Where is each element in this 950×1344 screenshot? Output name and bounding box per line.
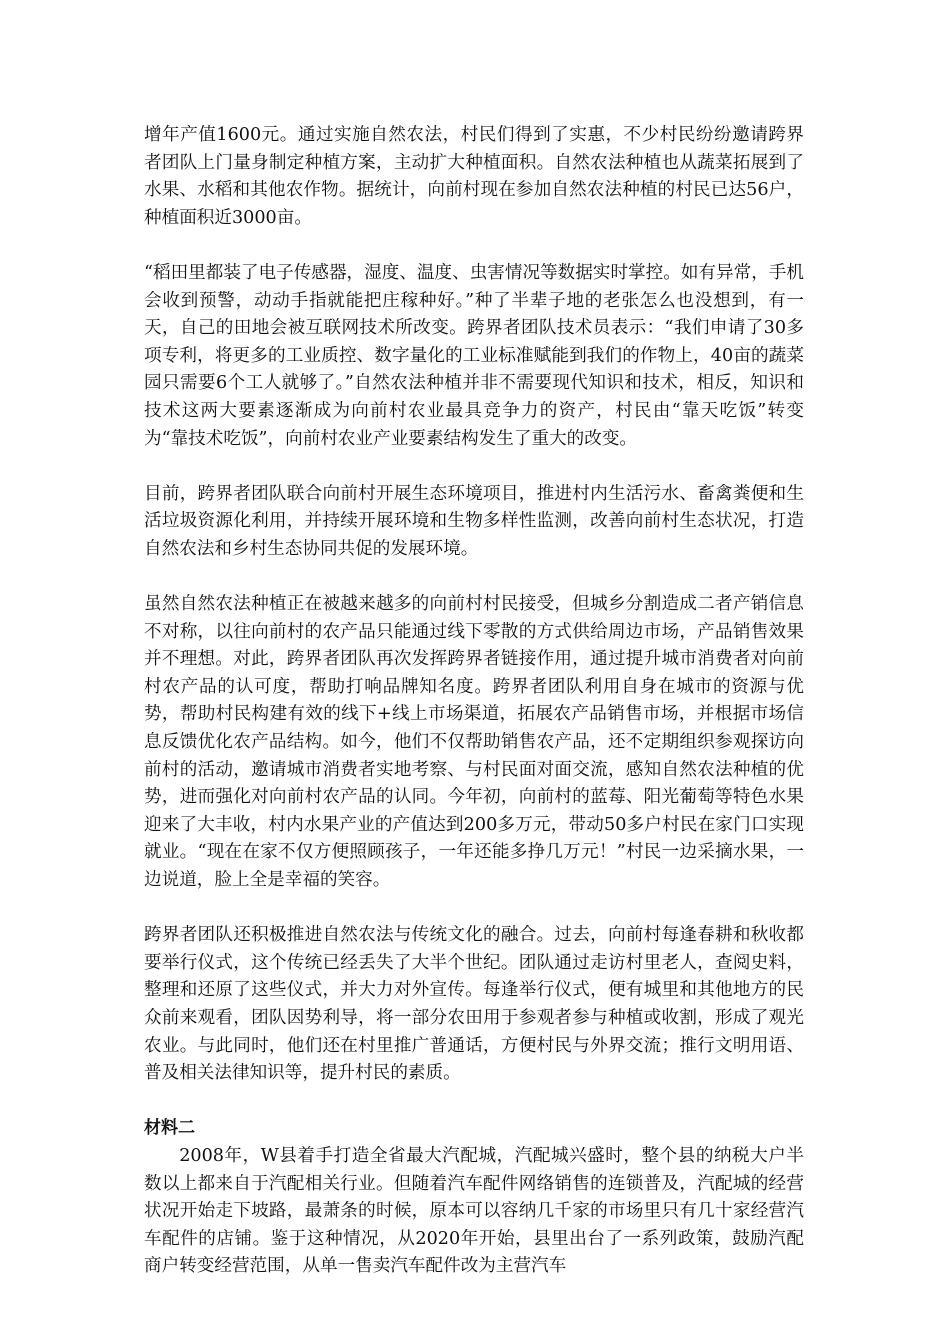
paragraph-traditional-culture: 跨界者团队还积极推进自然农法与传统文化的融合。过去，向前村每逢春耕和秋收都要举行仪式，这个传统已经丢失了大半个世纪。团队通过走访村里老人，查阅史料，整理和还原了这些仪式，并大力对外宣传。每逢举行仪式，便有城里和其他地方的民众前来观看，团队因势利导，将一部分农田用于参观者参与种植或收割，形成了观光农业。与此同时，他们还在村里推广普通话，方便村民与外界交流；推行文明用语、普及相关法律知识等，提升村民的素质。 (144, 925, 804, 1084)
paragraph-farming-income: 增年产值1600元。通过实施自然农法，村民们得到了实惠，不少村民纷纷邀请跨界者团队上门量身制定种植方案，主动扩大种植面积。自然农法种植也从蔬菜拓展到了水果、水稻和其他农作物。据统计，向前村现在参加自然农法种植的村民已达56户，种植面积近3000亩。 (144, 125, 804, 228)
paragraph-auto-parts-city: 2008年，W县着手打造全省最大汽配城，汽配城兴盛时，整个县的纳税大户半数以上都来自于汽配相关行业。但随着汽车配件网络销售的连锁普及，汽配城的经营状况开始走下坡路，最萧条的时候，原本可以容纳几千家的市场里只有几十家经营汽车配件的店铺。鉴于这种情况，从2020年开始，县里出台了一系列政策，鼓励汽配商户转变经营范围，从单一售卖汽车配件改为主营汽车 (144, 1145, 804, 1277)
paragraph-sensors-technology: “稻田里都装了电子传感器，湿度、温度、虫害情况等数据实时掌控。如有异常，手机会收到预警，动动手指就能把庄稼种好。”种了半辈子地的老张怎么也没想到，有一天，自己的田地会被互联网技术所改变。跨界者团队技术员表示：“我们申请了30多项专利，将更多的工业质控、数字量化的工业标准赋能到我们的作物上，40亩的蔬菜园只需要6个工人就够了。”自然农法种植并非不需要现代知识和技术，相反，知识和技术这两大要素逐渐成为向前村农业最具竞争力的资产，村民由“靠天吃饭”转变为“靠技术吃饭”，向前村农业产业要素结构发生了重大的改变。 (144, 262, 804, 449)
paragraph-market-channels: 虽然自然农法种植正在被越来越多的向前村村民接受，但城乡分割造成二者产销信息不对称，以往向前村的农产品只能通过线下零散的方式供给周边市场，产品销售效果并不理想。对此，跨界者团队再次发挥跨界者链接作用，通过提升城市消费者对向前村农产品的认可度，帮助打响品牌知名度。跨界者团队利用自身在城市的资源与优势，帮助村民构建有效的线下+线上市场渠道，拓展农产品销售市场，并根据市场信息反馈优化农产品结构。如今，他们不仅帮助销售农产品，还不定期组织参观探访向前村的活动，邀请城市消费者实地考察、与村民面对面交流，感知自然农法种植的优势，进而强化对向前村农产品的认同。今年初，向前村的蓝莓、阳光葡萄等特色水果迎来了大丰收，村内水果产业的产值达到200多万元，带动50多户村民在家门口实现就业。“现在在家不仅方便照顾孩子，一年还能多挣几万元！”村民一边采摘水果，一边说道，脸上全是幸福的笑容。 (144, 594, 804, 891)
paragraph-ecology-project: 目前，跨界者团队联合向前村开展生态环境项目，推进村内生活污水、畜禽粪便和生活垃圾资源化利用，并持续开展环境和生物多样性监测，改善向前村生态状况，打造自然农法和乡村生态协同共促的发展环境。 (144, 483, 804, 559)
document-page (144, 122, 804, 1281)
section-heading-material-two: 材料二 (144, 1118, 195, 1139)
